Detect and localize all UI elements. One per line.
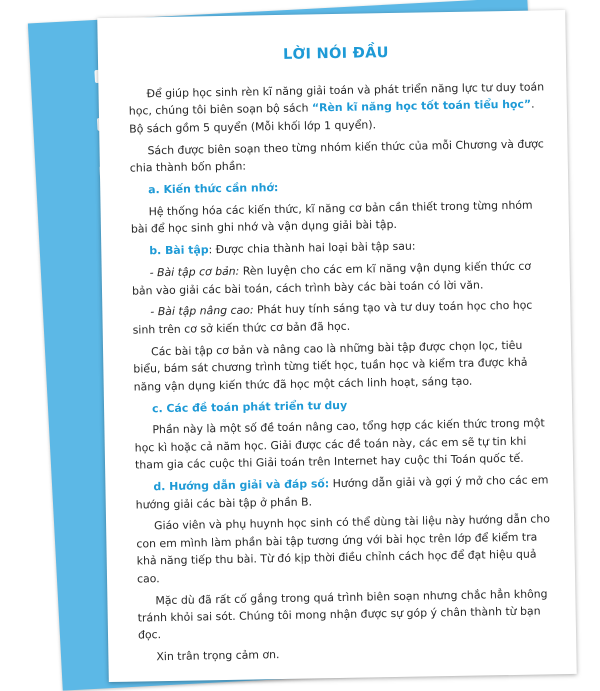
section-c-text: Phần này là một số đề toán nâng cao, tổng hợp các kiến thức trong một học kì hoặc cả năm học. Giải được các đề toán này, các em sẽ tự tin khi tham gia các cuộc thi Giải toán trên Internet hay cuộc thi Toán quốc tế. [134, 416, 545, 472]
section-d-text: Hướng dẫn giải và gợi ý mở cho các em hướng giải các bài tập ở phần B. [135, 473, 549, 512]
section-b-title: b. Bài tập [149, 243, 209, 258]
basic-exercises-text: Rèn luyện cho các em kĩ năng vận dụng kiến thức cơ bản vào giải các bài toán, cách trình bày các bài toán có lời văn. [131, 259, 532, 298]
advanced-exercises-paragraph [132, 297, 549, 339]
intro-text: Để giúp học sinh rèn kĩ năng giải toán và phát triển năng lực tư duy toán học, chúng tôi biên soạn bộ sách [128, 80, 545, 119]
section-d-title: d. Hướng dẫn giải và đáp số: [153, 477, 330, 494]
section-b-heading [131, 236, 547, 261]
teachers-paragraph: Giáo viên và phụ huynh học sinh có thể dùng tài liệu này hướng dẫn cho con em mình làm phần bài tập tương ứng với bài học trên lớp để kiểm tra khả năng tiếp thu bài. Từ đó kịp thời điều chỉnh cách học để đạt hiệu quả cao. [136, 512, 551, 586]
basic-exercises-label: - Bài tập cơ bản: [149, 264, 240, 280]
page-title: LỜI NÓI ĐẦU [282, 45, 389, 63]
intro-paragraph [128, 78, 545, 137]
basic-exercises-paragraph [132, 257, 549, 299]
document-page [97, 10, 577, 682]
section-a-text: Hệ thống hóa các kiến thức, kĩ năng cơ bản cần thiết trong từng nhóm bài để học sinh ghi nhớ và vận dụng giải bài tập. [130, 198, 533, 236]
selected-exercises-paragraph: Các bài tập cơ bản và nâng cao là những bài tập được chọn lọc, tiêu biểu, bám sát chương trình từng tiết học, tuần học và kiểm tra được khả năng vận dụng kiến thức đã học một cách linh hoạt, sáng tạo. [133, 338, 528, 394]
section-a-heading [130, 174, 546, 199]
section-c-title: c. Các đề toán phát triển tư duy [151, 398, 348, 415]
section-a-title: a. Kiến thức cần nhớ: [148, 181, 279, 197]
structure-paragraph: Sách được biên soạn theo từng nhóm kiến thức của mỗi Chương và được chia thành bốn phần: [129, 137, 544, 175]
book-series-title: “Rèn kĩ năng học tốt toán tiểu học” [311, 97, 532, 115]
section-b-intro: : Được chia thành hai loại bài tập sau: [208, 239, 416, 257]
thanks-line: Xin trân trọng cảm ơn. [156, 648, 280, 664]
advanced-exercises-label: - Bài tập nâng cao: [150, 303, 254, 319]
section-d-paragraph [135, 471, 552, 513]
section-c-heading [134, 393, 550, 418]
document-body [128, 78, 554, 666]
intro-text-end: . Bộ sách gồm 5 quyển (Mỗi khối lớp 1 quyển). [129, 97, 535, 136]
advanced-exercises-text: Phát huy tính sáng tạo và tư duy toán học cho học sinh trên cơ sở kiến thức cơ bản đã học. [132, 299, 533, 337]
closing-paragraph: Mặc dù đã rất cố gắng trong quá trình biên soạn nhưng chắc hẳn không tránh khỏi sai sót. Chúng tôi mong nhận được sự góp ý chân thành từ bạn đọc. [137, 586, 548, 642]
